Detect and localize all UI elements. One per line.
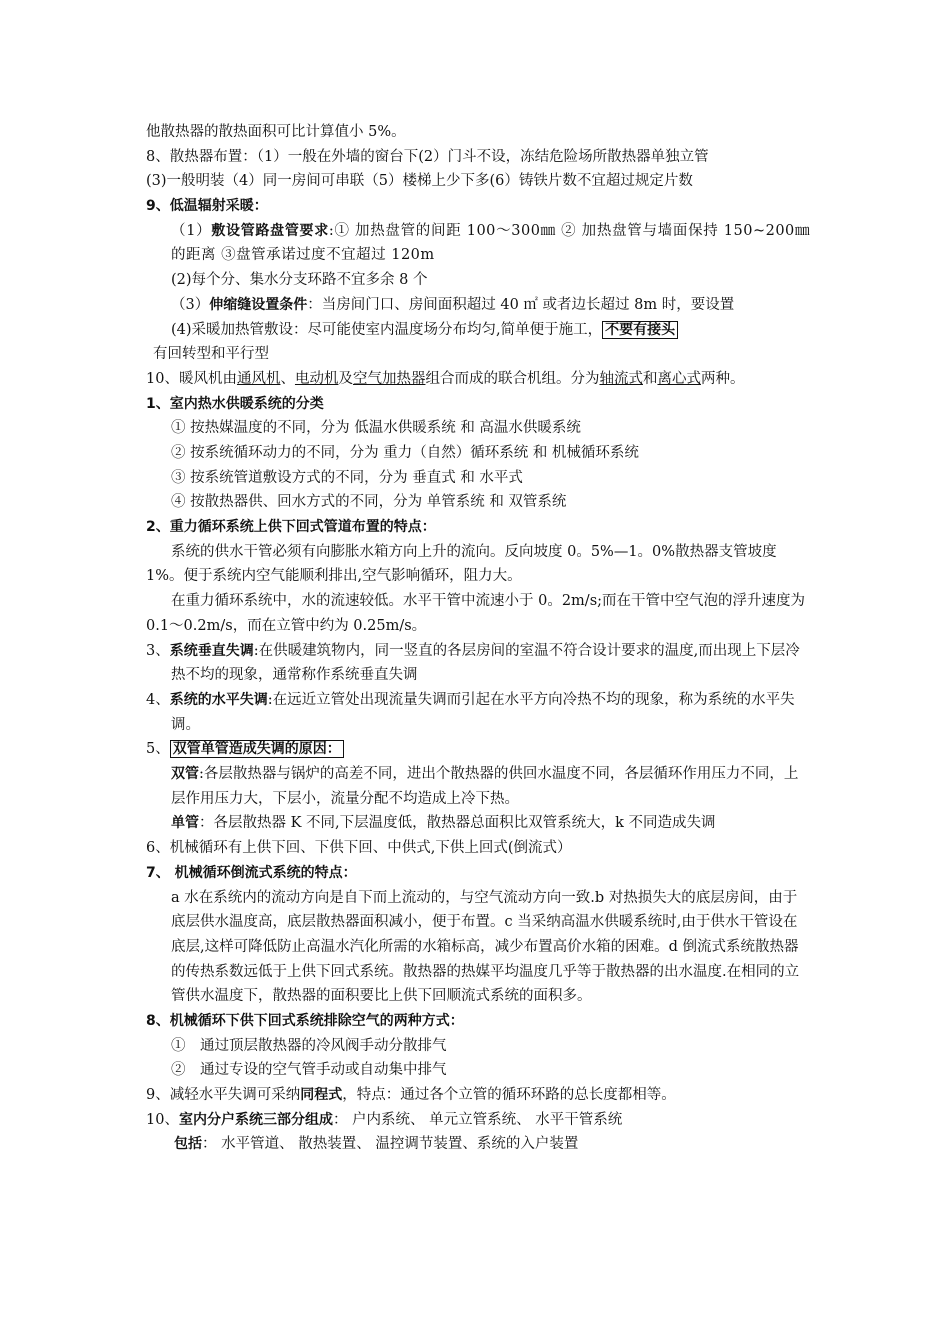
- list-item: ② 通过专设的空气管手动或自动集中排气: [171, 1062, 447, 1079]
- list-item: ② 按系统循环动力的不同，分为 重力（自然）循环系统 和 机械循环系统: [171, 444, 639, 461]
- text-line: 10、室内分户系统三部分组成： 户内系统、 单元立管系统、 水平干管系统: [146, 1111, 623, 1128]
- paragraph: 在重力循环系统中，水的流速较低。水平干管中流速小于 0。2m/s;而在干管中空气泡的浮升速度为 0.1～0.2m/s，而在立管中约为 0.25m/s。: [146, 593, 806, 634]
- list-item: ① 通过顶层散热器的冷风阀手动分散排气: [171, 1037, 447, 1054]
- heading-low-temp-radiant: 9、低温辐射采暖：: [146, 198, 268, 215]
- term-horizontal-imbalance: 系统的水平失调: [169, 691, 268, 708]
- text-line: 包括： 水平管道、 散热装置、 温控调节装置、系统的入户装置: [174, 1136, 579, 1153]
- document-page: [146, 120, 810, 1157]
- text-line: (3)一般明装（4）同一房间可串联（5）楼梯上少下多(6）铸铁片数不宜超过规定片数: [146, 173, 693, 190]
- paragraph: 系统的供水干管必须有向膨胀水箱方向上升的流向。反向坡度 0。5%—1。0%散热器支管坡度 1%。便于系统内空气能顺利排出,空气影响循环，阻力大。: [146, 543, 777, 585]
- paragraph-double-pipe: 双管:各层散热器与锅炉的高差不同，进出个散热器的供回水温度不同，各层循环作用压力不同，上层作用压力大，下层小，流量分配不均造成上冷下热。: [171, 766, 799, 807]
- term-expansion-joint: 伸缩缝设置条件: [209, 296, 308, 313]
- boxed-imbalance-causes: 双管单管造成失调的原因：: [170, 740, 344, 758]
- section-5-title: 5、 双管单管造成失调的原因：: [146, 737, 810, 762]
- text-line: (4)采暖加热管敷设：尽可能使室内温度场分布均匀,简单便于施工， 不要有接头: [146, 318, 810, 343]
- boxed-no-joints: 不要有接头: [602, 321, 678, 339]
- paragraph-fan-heater: 10、暖风机由通风机、电动机及空气加热器组合而成的联合机组。分为轴流式和离心式两种。: [146, 370, 745, 387]
- text-line: 6、机械循环有上供下回、下供下回、中供式,下供上回式(倒流式）: [146, 840, 572, 857]
- section-title-2: 2、重力循环系统上供下回式管道布置的特点：: [146, 519, 436, 536]
- text-line: 9、减轻水平失调可采纳同程式，特点：通过各个立管的循环环路的总长度都相等。: [146, 1087, 676, 1104]
- term-vertical-imbalance: 系统垂直失调: [169, 642, 254, 659]
- section-title-8: 8、机械循环下供下回式系统排除空气的两种方式：: [146, 1013, 464, 1030]
- paragraph-coil-requirements: （1）敷设管路盘管要求:① 加热盘管的间距 100～300㎜ ② 加热盘管与墙面保持 150~200㎜的距离 ③盘管承诺过度不宜超过 120m: [171, 222, 810, 264]
- paragraph-reverse-flow: a 水在系统内的流动方向是自下而上流动的，与空气流动方向一致.b 对热损失大的底层房间，由于底层供水温度高，底层散热器面积减小，便于布置。c 当采纳高温水供暖系统时,由于供水干管设在底层,这样可降低防止高温水汽化所需的水箱标高，减少布置高价水箱的困难。d 倒流式系统散热器的传热系数远低于上供下回式系统。散热器的热媒平均温度几乎等于散热器的出水温度.在相同的立管供水温度下，散热器的面积要比上供下回顺流式系统的面积多。: [171, 889, 800, 1005]
- section-title-1: 1、室内热水供暖系统的分类: [146, 395, 324, 412]
- section-3: 3、系统垂直失调:在供暖建筑物内，同一竖直的各层房间的室温不符合设计要求的温度,而出现上下层冷热不均的现象，通常称作系统垂直失调: [146, 642, 800, 684]
- term-coil-requirements: 敷设管路盘管要求: [211, 222, 329, 239]
- text-line: （3）伸缩缝设置条件：当房间门口、房间面积超过 40 ㎡ 或者边长超过 8m 时，要设置: [171, 296, 735, 313]
- section-title-7: 7、 机械循环倒流式系统的特点：: [146, 864, 357, 881]
- text-line: 他散热器的散热面积可比计算值小 5%。: [146, 124, 406, 140]
- list-item: ③ 按系统管道敷设方式的不同，分为 垂直式 和 水平式: [171, 469, 523, 486]
- text-line: (2)每个分、集水分支环路不宜多余 8 个: [171, 272, 428, 289]
- paragraph-single-pipe: 单管：各层散热器 K 不同,下层温度低，散热器总面积比双管系统大，k 不同造成失调: [171, 815, 716, 832]
- section-4: 4、系统的水平失调:在远近立管处出现流量失调而引起在水平方向冷热不均的现象，称为系统的水平失调。: [146, 691, 795, 733]
- text-line: 8、散热器布置：（1）一般在外墙的窗台下(2）门斗不设，冻结危险场所散热器单独立管: [146, 148, 709, 165]
- list-item: ④ 按散热器供、回水方式的不同，分为 单管系统 和 双管系统: [171, 494, 567, 511]
- list-item: ① 按热媒温度的不同，分为 低温水供暖系统 和 高温水供暖系统: [171, 420, 581, 437]
- text-line: 有回转型和平行型: [153, 346, 269, 363]
